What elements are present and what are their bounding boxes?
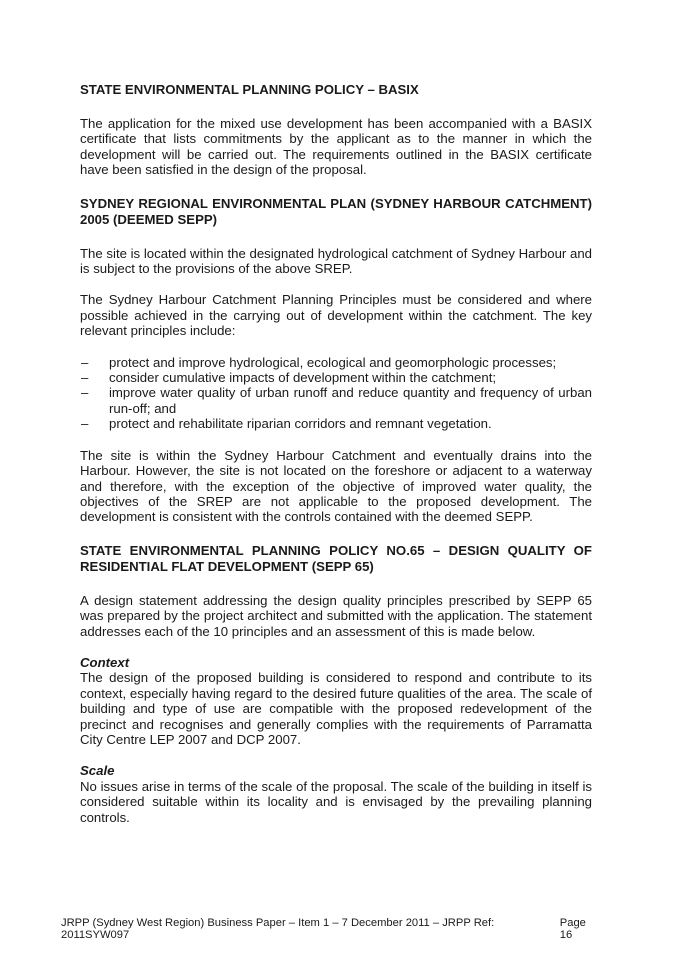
list-item: – improve water quality of urban runoff and reduce quantity and frequency of urban run-off; and — [81, 385, 592, 416]
document-page — [80, 82, 592, 825]
page-number: Page 16 — [559, 917, 586, 941]
paragraph-srep-1: The site is located within the designated hydrological catchment of Sydney Harbour and is subject to the provisions of the above SREP. — [80, 245, 592, 277]
footer-reference: JRPP (Sydney West Region) Business Paper – Item 1 – 7 December 2011 – JRPP Ref: 2011SYW097 — [61, 917, 495, 941]
paragraph-scale: No issues arise in terms of the scale of the proposal. The scale of the building in itself is considered suitable within its locality and is envisaged by the prevailing planning controls. — [80, 778, 592, 825]
paragraph-srep-3: The site is within the Sydney Harbour Catchment and eventually drains into the Harbour. However, the site is not located on the foreshore or adjacent to a waterway and therefore, with the exception of the objective of improved water quality, the objectives of the SREP are not applicable to the proposed development. The development is consistent with the controls contained with the deemed SEPP. — [80, 447, 592, 525]
list-item: – consider cumulative impacts of development within the catchment; — [81, 370, 497, 386]
list-item: – protect and improve hydrological, ecological and geomorphologic processes; — [81, 354, 557, 370]
page-footer — [61, 917, 601, 941]
subheading-context: Context — [80, 654, 130, 670]
subheading-scale: Scale — [80, 763, 115, 779]
paragraph-srep-2: The Sydney Harbour Catchment Planning Principles must be considered and where possible achieved in the carrying out of development within the catchment. The key relevant principles include: — [80, 292, 592, 339]
paragraph-context: The design of the proposed building is considered to respond and contribute to its context, especially having regard to the desired future qualities of the area. The scale of building and type of use are compatible with the proposed redevelopment of the precinct and recognises and generally complies with the requirements of Parramatta City Centre LEP 2007 and DCP 2007. — [80, 670, 592, 747]
heading-basix: STATE ENVIRONMENTAL PLANNING POLICY – BASIX — [80, 82, 419, 97]
heading-sepp65: STATE ENVIRONMENTAL PLANNING POLICY NO.65 – DESIGN QUALITY OF RESIDENTIAL FLAT DEVELOPMENT (SEPP 65) — [80, 542, 592, 574]
paragraph-sepp65: A design statement addressing the design quality principles prescribed by SEPP 65 was prepared by the project architect and submitted with the application. The statement addresses each of the 10 principles and an assessment of this is made below. — [80, 592, 592, 639]
principles-list — [80, 355, 592, 432]
paragraph-basix: The application for the mixed use development has been accompanied with a BASIX certificate that lists commitments by the applicant as to the manner in which the development will be carried out. The requirements outlined in the BASIX certificate have been satisfied in the design of the proposal. — [80, 116, 592, 178]
list-item: – protect and rehabilitate riparian corridors and remnant vegetation. — [81, 416, 492, 432]
heading-srep: SYDNEY REGIONAL ENVIRONMENTAL PLAN (SYDNEY HARBOUR CATCHMENT) 2005 (DEEMED SEPP) — [80, 195, 592, 227]
